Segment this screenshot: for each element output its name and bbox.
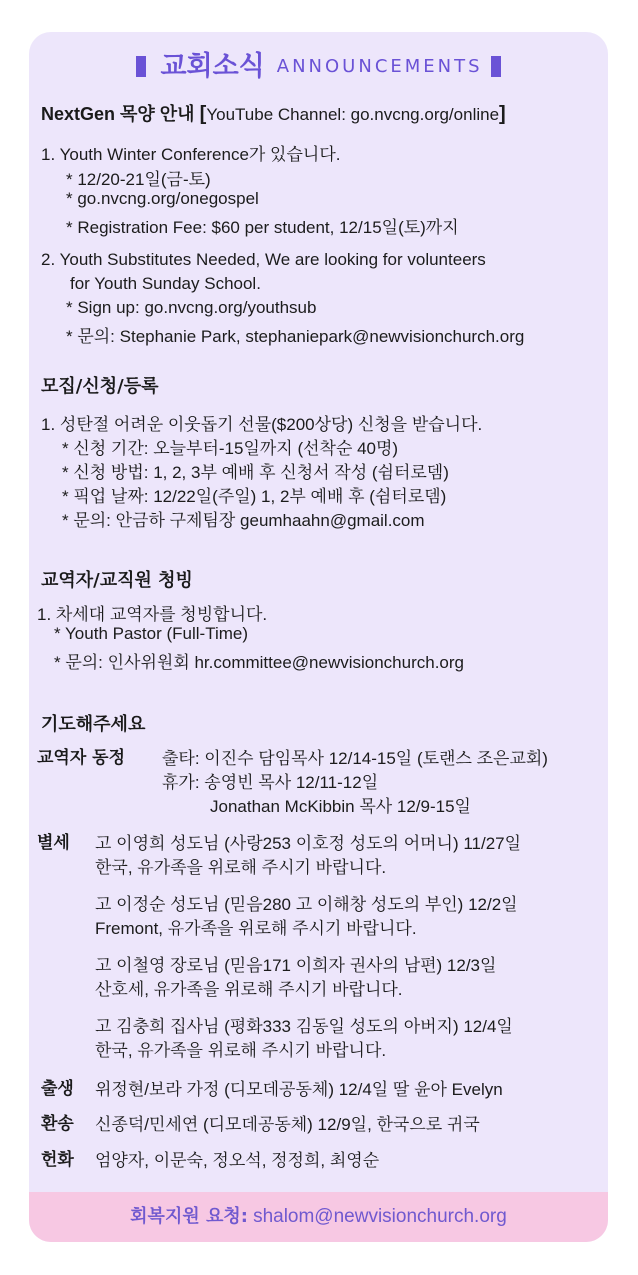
- prayer-heading: 기도해주세요: [41, 714, 146, 735]
- announcements-card: [29, 32, 608, 1242]
- clergy-label: 교역자 동정: [37, 748, 126, 768]
- recruit-line: * 신청 방법: 1, 2, 3부 예배 후 신청서 작성 (쉼터로뎀): [62, 463, 449, 482]
- passing-entry-line2: 산호세, 유가족을 위로해 주시기 바랍니다.: [95, 980, 403, 999]
- recruit-line: * 픽업 날짜: 12/22일(주일) 1, 2부 예배 후 (쉼터로뎀): [62, 487, 447, 506]
- hiring-heading: 교역자/교직원 청빙: [41, 570, 193, 591]
- recruit-heading: 모집/신청/등록: [41, 376, 159, 397]
- hiring-title: 1. 차세대 교역자를 청빙합니다.: [37, 605, 268, 624]
- passing-entry-line2: 한국, 유가족을 위로해 주시기 바랍니다.: [95, 1041, 387, 1060]
- passing-entry-line1: 고 이영희 성도님 (사랑253 이호정 성도의 어머니) 11/27일: [95, 834, 522, 853]
- bracket-close: ]: [499, 103, 506, 125]
- farewell-text: 신종덕/민세연 (디모데공동체) 12/9일, 한국으로 귀국: [95, 1115, 480, 1134]
- birth-label: 출생: [41, 1079, 74, 1099]
- clergy-line: Jonathan McKibbin 목사 12/9-15일: [210, 797, 471, 816]
- passing-entry-line2: Fremont, 유가족을 위로해 주시기 바랍니다.: [95, 919, 417, 938]
- offering-text: 엄양자, 이문숙, 정오석, 정정희, 최영순: [95, 1151, 380, 1170]
- recovery-support-banner: [29, 1192, 608, 1242]
- bracket-open: [: [199, 103, 207, 125]
- youtube-channel-link[interactable]: YouTube Channel: go.nvcng.org/online: [206, 105, 500, 124]
- nextgen-item1-line: * Registration Fee: $60 per student, 12/15일(토)까지: [66, 218, 459, 237]
- hiring-contact: * 문의: 인사위원회 hr.committee@newvisionchurch.org: [54, 653, 464, 672]
- birth-text: 위정현/보라 가정 (디모데공동체) 12/4일 딸 윤아 Evelyn: [95, 1080, 503, 1099]
- nextgen-header: [41, 100, 506, 126]
- recruit-contact: * 문의: 안금하 구제팀장 geumhaahn@gmail.com: [62, 511, 425, 530]
- passing-label: 별세: [37, 833, 70, 853]
- recruit-title: 1. 성탄절 어려운 이웃돕기 선물($200상당) 신청을 받습니다.: [41, 415, 483, 434]
- clergy-line: 휴가: 송영빈 목사 12/11-12일: [162, 773, 379, 792]
- nextgen-item1-line: * 12/20-21일(금-토): [66, 170, 211, 189]
- recovery-support-email[interactable]: shalom@newvisionchurch.org: [253, 1206, 507, 1227]
- passing-entry-line2: 한국, 유가족을 위로해 주시기 바랍니다.: [95, 858, 387, 877]
- nextgen-item2-contact: * 문의: Stephanie Park, stephaniepark@newvisionchurch.org: [66, 327, 525, 346]
- title-english: ANNOUNCEMENTS: [276, 56, 483, 77]
- recruit-line: * 신청 기간: 오늘부터-15일까지 (선착순 40명): [62, 439, 399, 458]
- nextgen-item1-link[interactable]: * go.nvcng.org/onegospel: [66, 189, 259, 208]
- nextgen-item2-signup[interactable]: * Sign up: go.nvcng.org/youthsub: [66, 298, 317, 317]
- announcements-title: [29, 44, 608, 83]
- farewell-label: 환송: [41, 1114, 74, 1134]
- nextgen-heading: NextGen 목양 안내: [41, 104, 195, 124]
- clergy-line: 출타: 이진수 담임목사 12/14-15일 (토랜스 조은교회): [162, 749, 548, 768]
- nextgen-item1-title: 1. Youth Winter Conference가 있습니다.: [41, 145, 341, 164]
- passing-entry-line1: 고 이정순 성도님 (믿음280 고 이해창 성도의 부인) 12/2일: [95, 895, 518, 914]
- offering-label: 헌화: [41, 1150, 74, 1170]
- title-bar-right: [491, 56, 501, 77]
- title-bar-left: [136, 56, 146, 77]
- nextgen-item2-title: 2. Youth Substitutes Needed, We are looking for volunteers: [41, 250, 486, 269]
- passing-entry-line1: 고 김충희 집사님 (평화333 김동일 성도의 아버지) 12/4일: [95, 1017, 513, 1036]
- nextgen-item2-title-cont: for Youth Sunday School.: [70, 274, 261, 293]
- recovery-support-label: 회복지원 요청:: [130, 1206, 248, 1227]
- hiring-line: * Youth Pastor (Full-Time): [54, 624, 248, 643]
- title-korean: 교회소식: [160, 51, 265, 82]
- passing-entry-line1: 고 이철영 장로님 (믿음171 이희자 권사의 남편) 12/3일: [95, 956, 497, 975]
